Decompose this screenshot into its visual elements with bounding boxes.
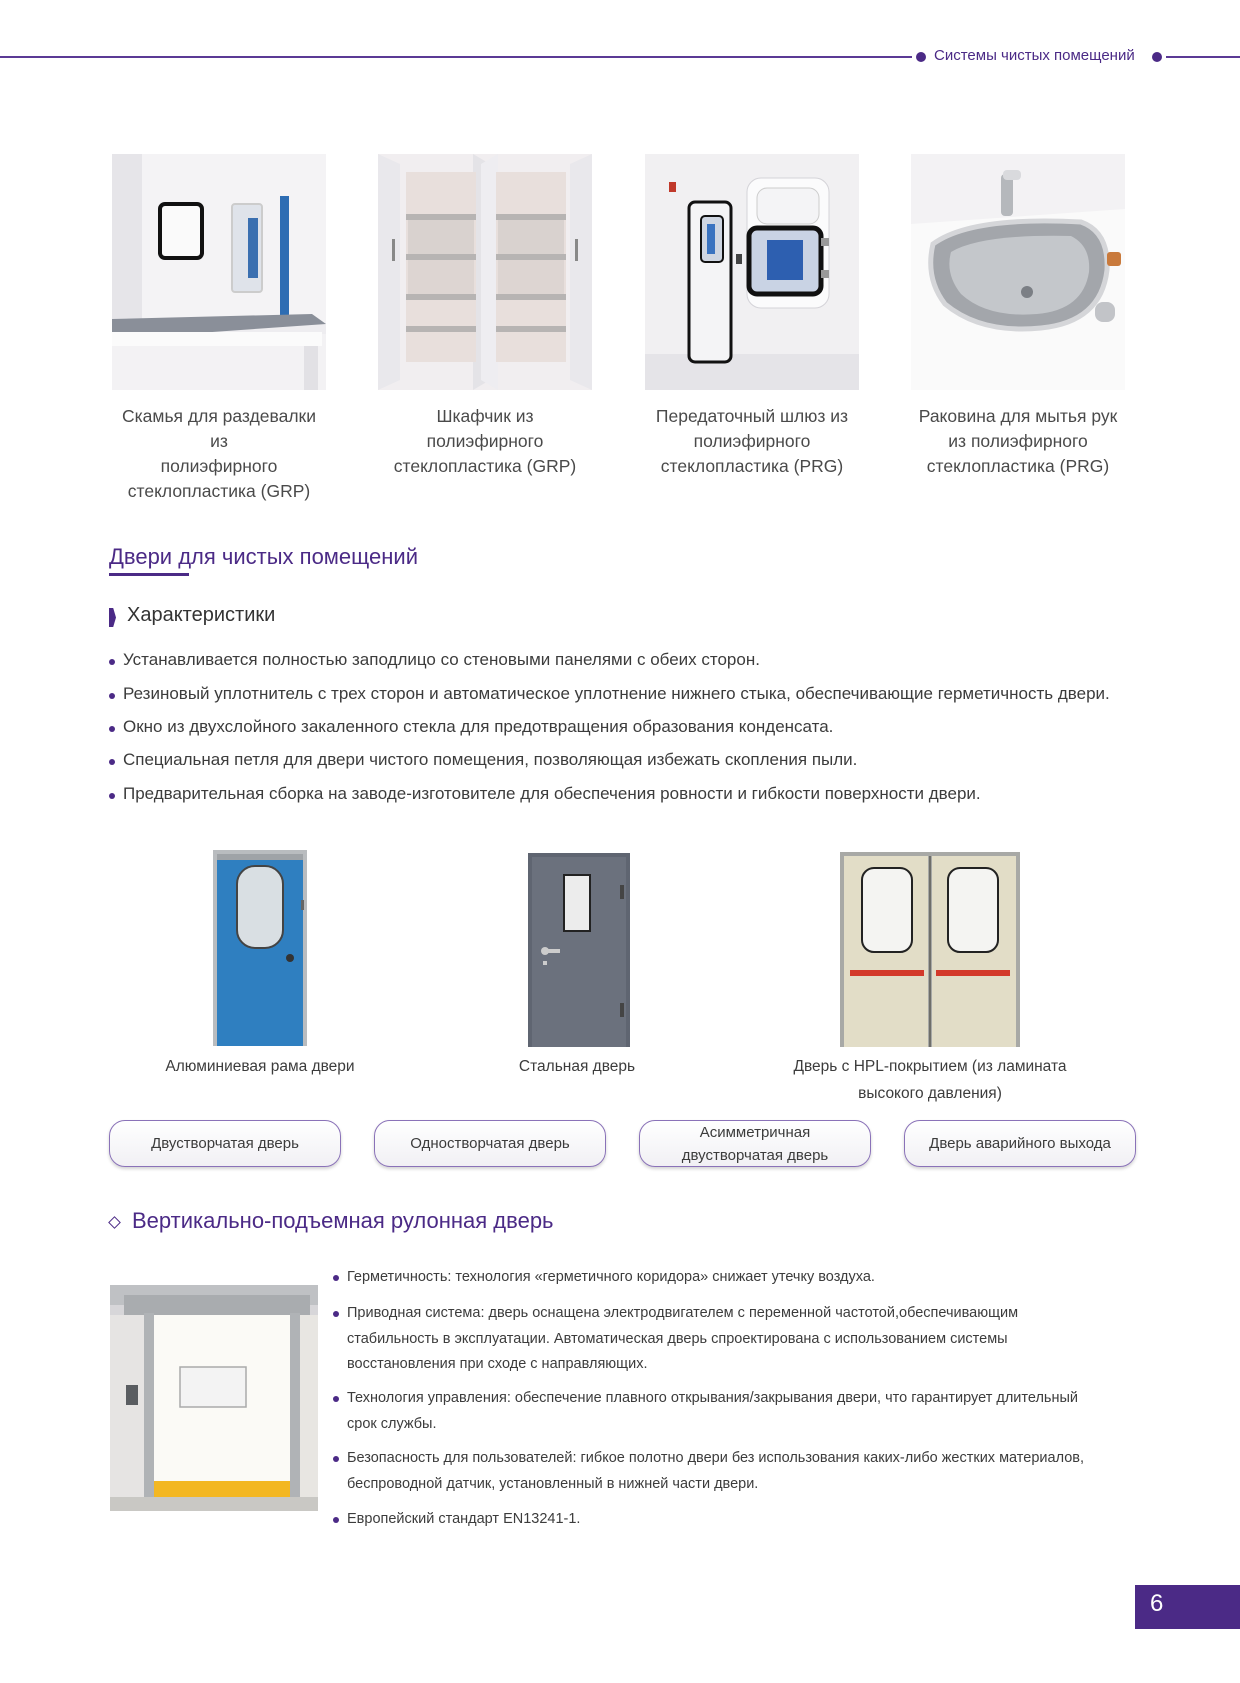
product-caption-line: стеклопластика (GRP) [127,481,311,501]
feature-item [109,717,833,737]
product-sink [911,154,1125,479]
product-caption-line: полиэфирного [426,431,544,451]
product-locker [378,154,592,479]
product-caption-line: Раковина для мытья рук [918,406,1118,426]
diamond-marker-icon [108,1216,121,1229]
feature-item [109,750,857,770]
aluminum-door-photo [213,850,307,1046]
roll-bullet-text: Европейский стандарт EN13241-1. [347,1511,581,1527]
roll-door-photo [110,1285,318,1511]
header-dot-left [916,52,926,62]
product-bench [112,154,326,504]
hpl-door-photo [840,852,1020,1047]
roll-bullet-text: Технология управления: обеспечение плавного открывания/закрывания двери, что гарантирует длительный [347,1390,1079,1406]
pill-label: Двустворчатая дверь [151,1135,299,1152]
feature-text: Специальная петля для двери чистого помещения, позволяющая избежать скопления пыли. [123,750,858,769]
doors-section-title: Двери для чистых помещений [109,544,418,569]
product-caption-line: Передаточный шлюз из [655,406,849,426]
single-door-button[interactable] [374,1120,606,1167]
roll-bullet [333,1301,1123,1378]
product-pass-box [645,154,859,479]
product-caption-line: полиэфирного [160,456,278,476]
roll-bullet-text: срок службы. [347,1415,437,1432]
pill-label-line1: Асимметричная [699,1123,811,1141]
roll-bullet-text: беспроводной датчик, установленный в нижней части двери. [347,1475,759,1492]
pill-label: Одностворчатая дверь [410,1135,570,1152]
product-caption-line: Скамья для раздевалки из [122,406,316,451]
roll-bullet-text: Герметичность: технология «герметичного коридора» снижает утечку воздуха. [347,1269,875,1285]
header-title: Системы чистых помещений [934,47,1135,64]
roll-bullet-text: восстановления при сходе с направляющих. [347,1356,648,1372]
steel-door-caption: Стальная дверь [518,1058,636,1075]
hpl-door-caption-line1: Дверь с HPL-покрытием (из ламината [793,1058,1067,1075]
roll-bullet-text: Безопасность для пользователей: гибкое полотно двери без использования каких-либо жестких материалов, [347,1450,1084,1466]
feature-text: Окно из двухслойного закаленного стекла для предотвращения образования конденсата. [123,717,834,736]
header-dot-right [1152,52,1162,62]
product-caption-line: из полиэфирного [948,431,1088,451]
hpl-door-caption-line2: высокого давления) [858,1085,1002,1102]
roll-bullet [333,1507,1123,1533]
feature-text: Резиновый уплотнитель с трех сторон и автоматическое уплотнение нижнего стыка, обеспечивающие герметичность двери. [123,684,1110,703]
header-rule-left [0,56,912,58]
pass-box-photo [645,154,859,390]
roll-door-title: Вертикально-подъемная рулонная дверь [132,1208,554,1233]
double-door-button[interactable] [109,1120,341,1167]
header-rule-right [1166,56,1240,58]
bench-photo [112,154,326,390]
product-caption-line: Шкафчик из [436,406,534,426]
doors-section-underline [109,573,189,576]
product-caption-line: стеклопластика (GRP) [393,456,577,476]
roll-bullet-text: стабильность в эксплуатации. Автоматическая дверь спроектирована с использованием системы [347,1330,1008,1347]
emergency-door-button[interactable] [904,1120,1136,1167]
product-caption-line: полиэфирного [693,431,811,451]
pill-label: Дверь аварийного выхода [929,1135,1111,1152]
asymmetric-door-button[interactable] [639,1120,871,1167]
page-number: 6 [1150,1590,1164,1617]
roll-bullet-text: Приводная система: дверь оснащена электродвигателем с переменной частотой,обеспечивающим [347,1305,1019,1321]
locker-photo [378,154,592,390]
pill-label-line2: двустворчатая дверь [681,1146,829,1164]
feature-item [109,650,760,670]
aluminum-door-caption: Алюминиевая рама двери [165,1058,355,1075]
subsection-marker-icon [109,608,116,627]
feature-text: Предварительная сборка на заводе-изготовителе для обеспечения ровности и гибкости поверхности двери. [123,784,981,803]
roll-bullet [333,1446,1123,1497]
roll-bullet [333,1386,1123,1437]
feature-item [109,784,981,804]
product-caption-line: стеклопластика (PRG) [660,456,844,476]
characteristics-title: Характеристики [127,604,276,626]
roll-bullet [333,1265,1123,1291]
feature-item [109,684,1110,704]
product-caption-line: стеклопластика (PRG) [926,456,1110,476]
feature-text: Устанавливается полностью заподлицо со стеновыми панелями с обеих сторон. [123,650,760,669]
sink-photo [911,154,1125,390]
steel-door-photo [528,853,630,1047]
